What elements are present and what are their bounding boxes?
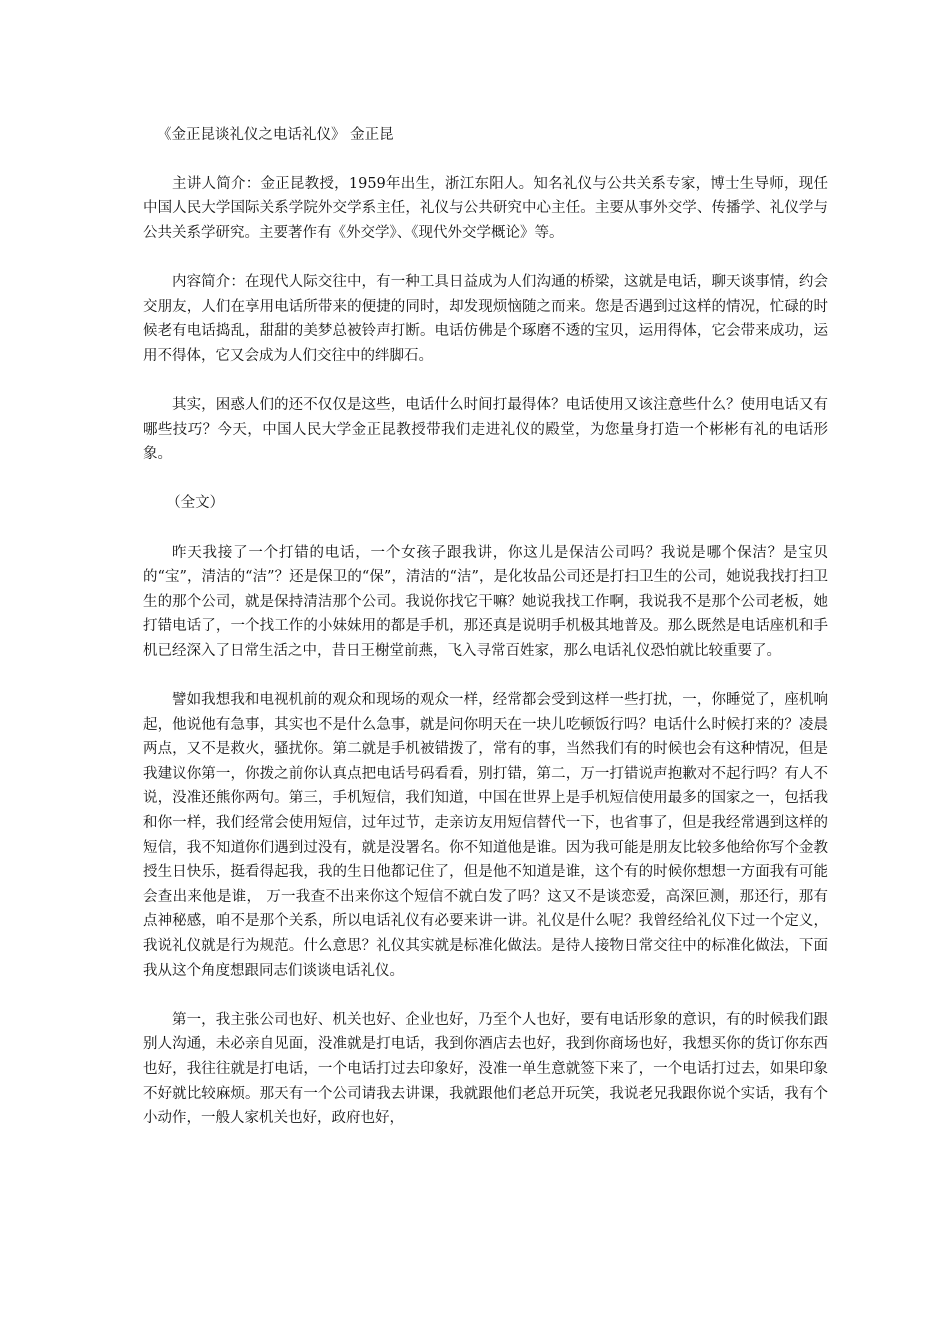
body-paragraph-wrong-call: 昨天我接了一个打错的电话，一个女孩子跟我讲，你这儿是保洁公司吗？我说是哪个保洁？是宝贝的“宝”，清洁的“洁”？还是保卫的“保”，清洁的“洁”，是化妆品公司还是打扫卫生的公司，她说我找打扫卫生的那个公司，就是保持清洁那个公司。我说你找它干嘛？她说我找工作啊，我说我不是那个公司老板，她打错电话了，一个找工作的小妹妹用的都是手机，那还真是说明手机极其地普及。那么既然是电话座机和手机已经深入了日常生活之中，昔日王榭堂前燕，飞入寻常百姓家，那么电话礼仪恐怕就比较重要了。 (143, 544, 828, 659)
content-intro-paragraph: 内容简介：在现代人际交往中，有一种工具日益成为人们沟通的桥梁，这就是电话，聊天谈事情，约会交朋友，人们在享用电话所带来的便捷的同时，却发现烦恼随之而来。您是否遇到过这样的情况，忙碌的时候老有电话捣乱，甜甜的美梦总被铃声打断。电话仿佛是个琢磨不透的宝贝，运用得体，它会带来成功，运用不得体，它又会成为人们交往中的绊脚石。 (143, 273, 828, 364)
body-paragraph-first-point: 第一，我主张公司也好、机关也好、企业也好，乃至个人也好，要有电话形象的意识，有的时候我们跟别人沟通，未必亲自见面，没准就是打电话，我到你酒店去也好，我到你商场也好，我想买你的货订你东西也好，我往往就是打电话，一个电话打过去印象好，没准一单生意就签下来了，一个电话打过去，如果印象不好就比较麻烦。那天有一个公司请我去讲课，我就跟他们老总开玩笑，我说老兄我跟你说个实话，我有个小动作，一般人家机关也好，政府也好， (143, 1011, 828, 1127)
full-text-label: （全文） (166, 495, 225, 512)
body-paragraph-disturbance: 譬如我想我和电视机前的观众和现场的观众一样，经常都会受到这样一些打扰，一，你睡觉了，座机响起，他说他有急事，其实也不是什么急事，就是问你明天在一块儿吃顿饭行吗？电话什么时候打来的？凌晨两点，又不是救火，骚扰你。第二就是手机被错拨了，常有的事，当然我们有的时候也会有这种情况，但是我建议你第一，你拨之前你认真点把电话号码看看，别打错，第二，万一打错说声抱歉对不起行吗？有人不说，没准还熊你两句。第三，手机短信，我们知道，中国在世界上是手机短信使用最多的国家之一，包括我和你一样，我们经常会使用短信，过年过节，走亲访友用短信替代一下，也省事了，但是我经常遇到这样的短信，我不知道你们遇到过没有，就是没署名。你不知道他是谁。因为我可能是朋友比较多他给你写个金教授生日快乐，挺看得起我，我的生日他都记住了，但是他不知道是谁，这个有的时候你想想一方面我有可能会查出来他是谁， 万一我查不出来你这个短信不就白发了吗？这又不是谈恋爱，高深叵测，那还行，那有点神秘感，咱不是那个关系，所以电话礼仪有必要来讲一讲。礼仪是什么呢？我曾经给礼仪下过一个定义，我说礼仪就是行为规范。什么意思？礼仪其实就是标准化做法。是待人接物日常交往中的标准化做法，下面我从这个角度想跟同志们谈谈电话礼仪。 (143, 692, 828, 979)
document-title: 《金正昆谈礼仪之电话礼仪》 金正昆 (157, 127, 394, 143)
document-body (143, 123, 828, 1155)
speaker-intro-paragraph: 主讲人简介：金正昆教授，1959年出生，浙江东阳人。知名礼仪与公共关系专家，博士生导师，现任中国人民大学国际关系学院外交学系主任，礼仪与公共研究中心主任。主要从事外交学、传播学、礼仪学与公共关系学研究。主要著作有《外交学》、《现代外交学概论》等。 (143, 175, 828, 241)
questions-paragraph: 其实，困惑人们的还不仅仅是这些，电话什么时间打最得体？电话使用又该注意些什么？使用电话又有哪些技巧？今天，中国人民大学金正昆教授带我们走进礼仪的殿堂，为您量身打造一个彬彬有礼的电话形象。 (143, 396, 828, 463)
